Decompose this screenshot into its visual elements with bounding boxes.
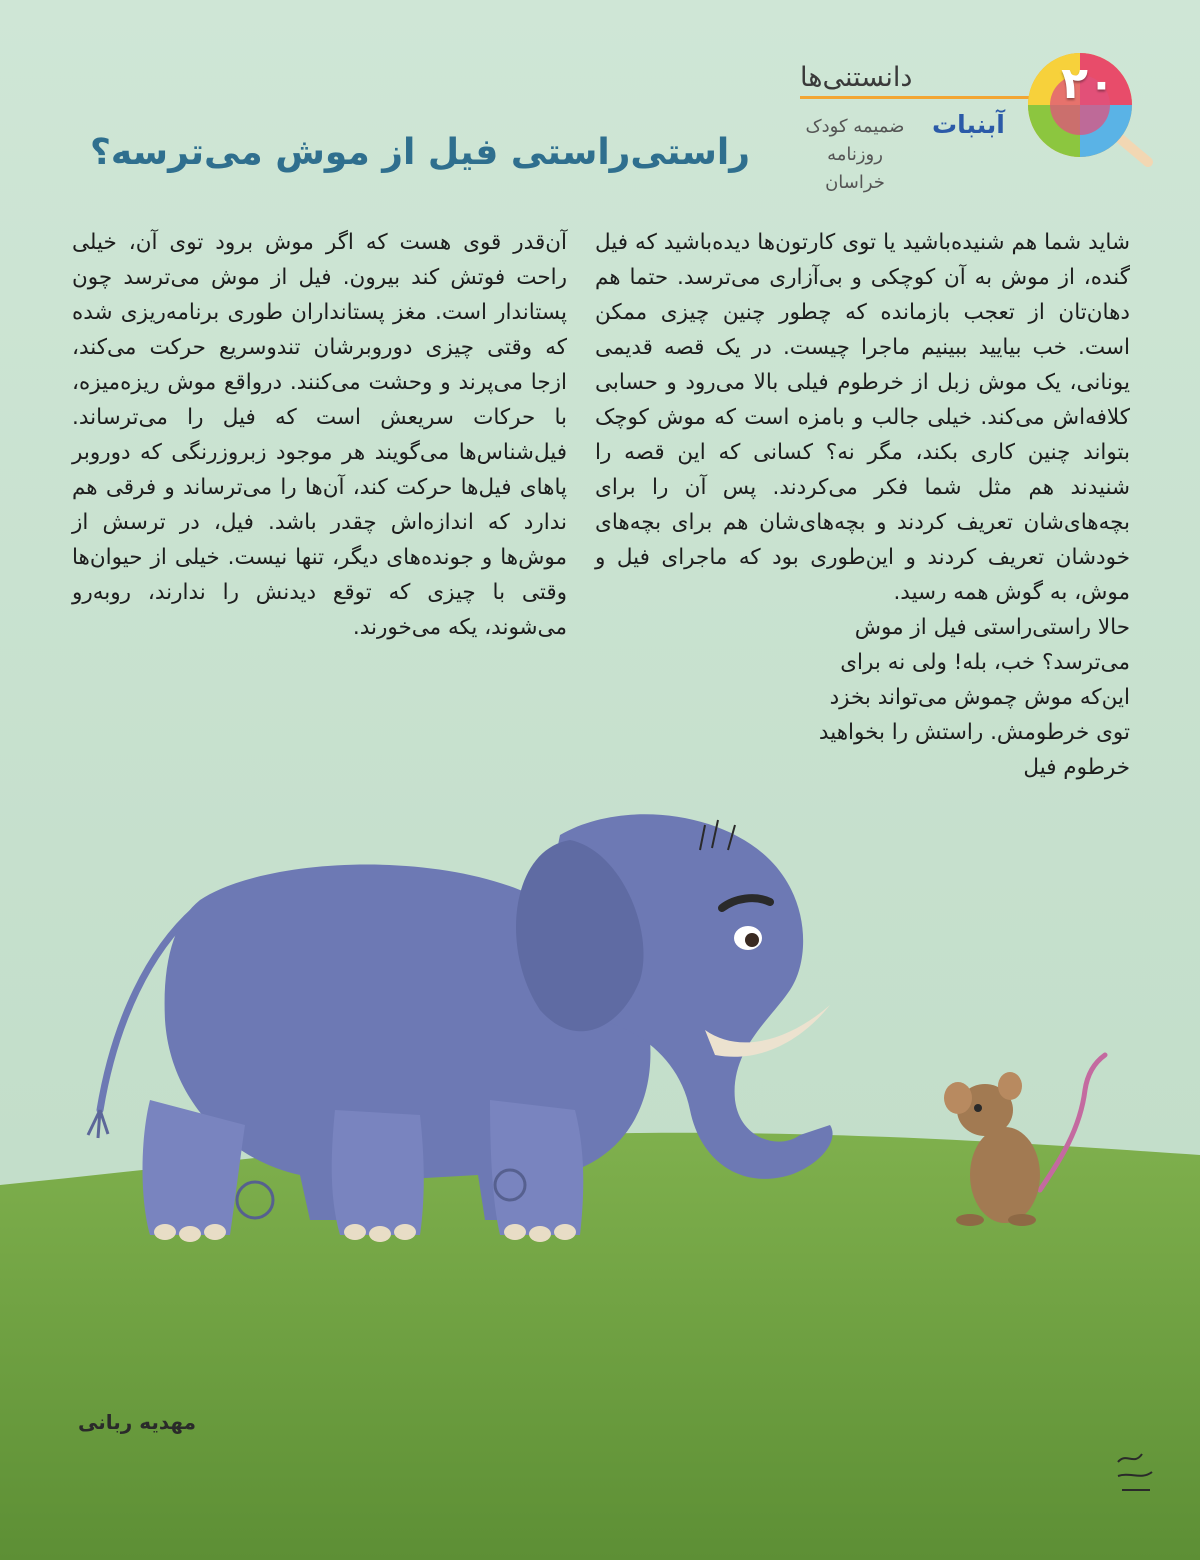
article-column-right [595,225,1130,785]
illustrator-credit: مهدیه ربانی [78,1410,197,1434]
article-paragraph: شاید شما هم شنیده‌باشید یا توی کارتون‌ها دیده‌باشید که فیل گنده، از موش به آن کوچکی و بی‌آزاری می‌ترسد. حتما هم دهان‌تان از تعجب بازمانده که چطور چنین چیزی ممکن است. خب بیایید ببینیم ماجرا چیست. در یک قصه قدیمی یونانی، یک موش زبل از خرطوم فیلی بالا می‌رود و حسابی کلافه‌اش می‌کند. خیلی جالب و بامزه است که موش کوچک بتواند چنین کاری بکند، مگر نه؟ کسانی که این قصه را شنیدند هم مثل شما فکر می‌کردند. پس آن را برای بچه‌های‌شان تعریف کردند و بچه‌های‌شان هم برای بچه‌های خودشان تعریف کردند و این‌طوری بود که ماجرای فیل و موش، به گوش همه رسید. [595,230,1130,605]
article-title: راستی‌راستی فیل از موش می‌ترسه؟ [89,132,750,173]
header-rule [800,96,1035,99]
artist-signature-icon [1112,1432,1160,1502]
elephant-mouse-illustration [0,780,1200,1560]
article-paragraph: آن‌قدر قوی هست که اگر موش برود توی آن، خیلی راحت فوتش کند بیرون. فیل از موش می‌ترسد چون پستاندار است. مغز پستانداران طوری برنامه‌ریزی شده که وقتی چیزی دوروبرشان تندوسریع حرکت می‌کند، ازجا می‌پرند و وحشت می‌کنند. درواقع موش ریزه‌میزه، با حرکات سریعش است که فیل را می‌ترساند. فیل‌شناس‌ها می‌گویند هر موجود زبروزرنگی که دوروبر پاهای فیل‌ها حرکت کند، آن‌ها را می‌ترساند و فرقی هم ندارد که اندازه‌اش چقدر باشد. فیل، در ترسش از موش‌ها و جونده‌های دیگر، تنها نیست. خیلی از حیوان‌ها وقتی با چیزی که توقع دیدنش را ندارند، روبه‌رو می‌شوند، یکه می‌خورند. [72,230,567,640]
article-paragraph-continued: حالا راستی‌راستی فیل از موش می‌ترسد؟ خب، بله! ولی نه برای این‌که موش چموش می‌تواند بخزد توی خرطومش. راستش را بخواهید خرطوم فیل [818,615,1130,780]
mouse-drawing [944,1055,1105,1226]
section-label: دانستنی‌ها [800,62,913,93]
supplement-title [800,113,910,197]
supplement-line2: روزنامه خراسان [825,143,885,193]
elephant-drawing [88,814,833,1242]
issue-number: ۲۰ [1061,58,1115,109]
brand-logo: آبنبات [932,110,1005,139]
supplement-line1: ضمیمه کودک [805,116,905,137]
article-column-left [72,225,567,645]
